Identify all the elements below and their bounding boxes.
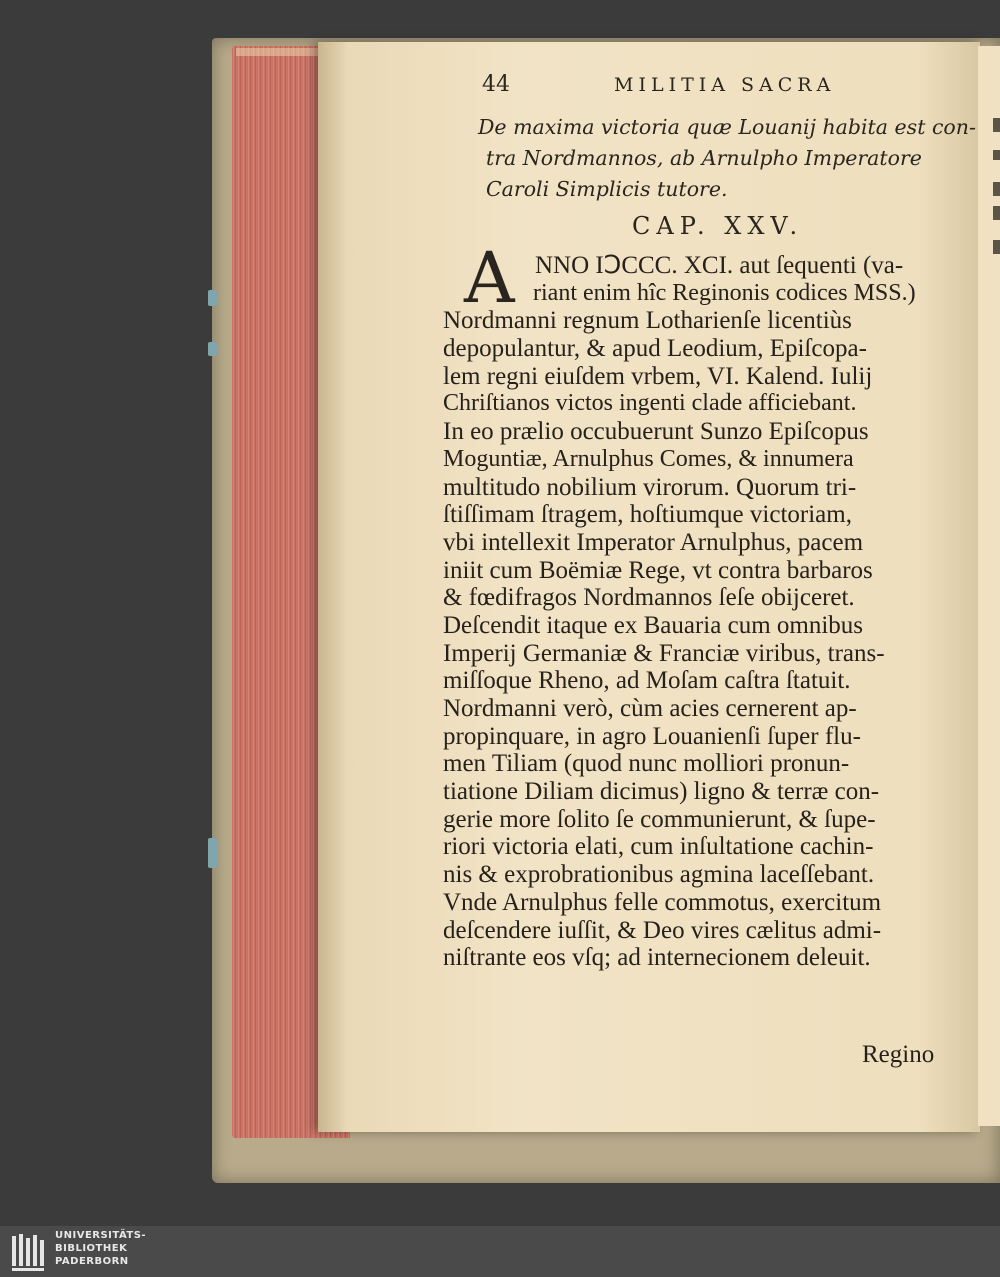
text-line: depopulantur, & apud Leodium, Epiſcopa- <box>443 335 867 363</box>
text-line: niſtrante eos vſq; ad internecionem deleuit. <box>443 944 871 972</box>
text-line: ſtiſſimam ſtragem, hoſtiumque victoriam, <box>443 501 852 529</box>
text-line: multitudo nobilium virorum. Quorum tri- <box>443 473 857 501</box>
logo-line: BIBLIOTHEK <box>55 1243 128 1254</box>
running-head: MILITIA SACRA <box>614 74 836 96</box>
body-text <box>443 252 963 972</box>
facing-page-glyph <box>993 206 1000 220</box>
text-line: Moguntiæ, Arnulphus Comes, & innumera <box>443 445 854 472</box>
library-logo-icon <box>10 1232 46 1272</box>
chapter-subtitle <box>478 112 978 205</box>
catchword: Regino <box>862 1041 935 1068</box>
ribbon-tab <box>208 290 217 306</box>
subtitle-line: tra Nordmannos, ab Arnulpho Imperatore <box>486 146 922 170</box>
ribbon-tab <box>208 342 217 356</box>
text-line: Nordmanni regnum Lotharienſe licentiùs <box>443 307 852 335</box>
footer-bar <box>0 1226 1000 1277</box>
text-line: vbi intellexit Imperator Arnulphus, pacem <box>443 528 864 556</box>
text-line: nis & exprobrationibus agmina laceſſebant. <box>443 861 875 889</box>
subtitle-line: De maxima victoria quæ Louanij habita est con- <box>478 115 976 139</box>
text-line: & fœdifragos Nordmannos ſeſe obijceret. <box>443 584 855 612</box>
text-line: lem regni eiuſdem vrbem, VI. Kalend. Iulij <box>443 362 873 390</box>
text-line: miſſoque Rheno, ad Moſam caſtra ſtatuit. <box>443 667 851 695</box>
text-line: riant enim hîc Reginonis codices MSS.) <box>533 279 916 306</box>
drop-cap: A <box>464 237 515 319</box>
logo-line: PADERBORN <box>55 1256 129 1267</box>
text-line: Nordmanni verò, cùm acies cernerent ap- <box>443 695 857 722</box>
facing-page-glyph <box>993 182 1000 196</box>
page-number: 44 <box>482 72 510 97</box>
text-line: riori victoria elati, cum inſultatione cachin- <box>443 833 874 861</box>
text-line: propinquare, in agro Louanienſi ſuper flu- <box>443 722 861 750</box>
text-line: gerie more ſolito ſe communierunt, & ſupe- <box>443 805 876 833</box>
facing-page-glyph <box>993 150 1000 160</box>
subtitle-line: Caroli Simplicis tutore. <box>486 177 728 201</box>
library-logo-text <box>55 1229 146 1268</box>
ribbon-tab <box>208 838 217 868</box>
text-line: tiatione Diliam dicimus) ligno & terræ con- <box>443 778 880 806</box>
facing-page-glyph <box>993 240 1000 254</box>
page-header <box>482 72 962 108</box>
text-line: Imperij Germaniæ & Franciæ viribus, trans- <box>443 639 885 667</box>
logo-line: UNIVERSITÄTS- <box>55 1230 147 1241</box>
text-line: NNO IↃCCC. XCI. aut ſequenti (va- <box>535 252 904 279</box>
chapter-heading: CAP. XXV. <box>632 212 804 240</box>
text-line: men Tiliam (quod nunc molliori pronun- <box>443 750 850 778</box>
text-line: Deſcendit itaque ex Bauaria cum omnibus <box>443 611 864 639</box>
text-line: Chriſtianos victos ingenti clade afficiebant. <box>443 390 857 417</box>
facing-page-glyph <box>993 118 1000 132</box>
text-line: Vnde Arnulphus felle commotus, exercitum <box>443 888 882 916</box>
text-line: iniit cum Boëmiæ Rege, vt contra barbaros <box>443 556 873 584</box>
text-line: In eo prælio occubuerunt Sunzo Epiſcopus <box>443 418 869 446</box>
text-line: deſcendere iuſſit, & Deo vires cælitus admi- <box>443 916 882 944</box>
